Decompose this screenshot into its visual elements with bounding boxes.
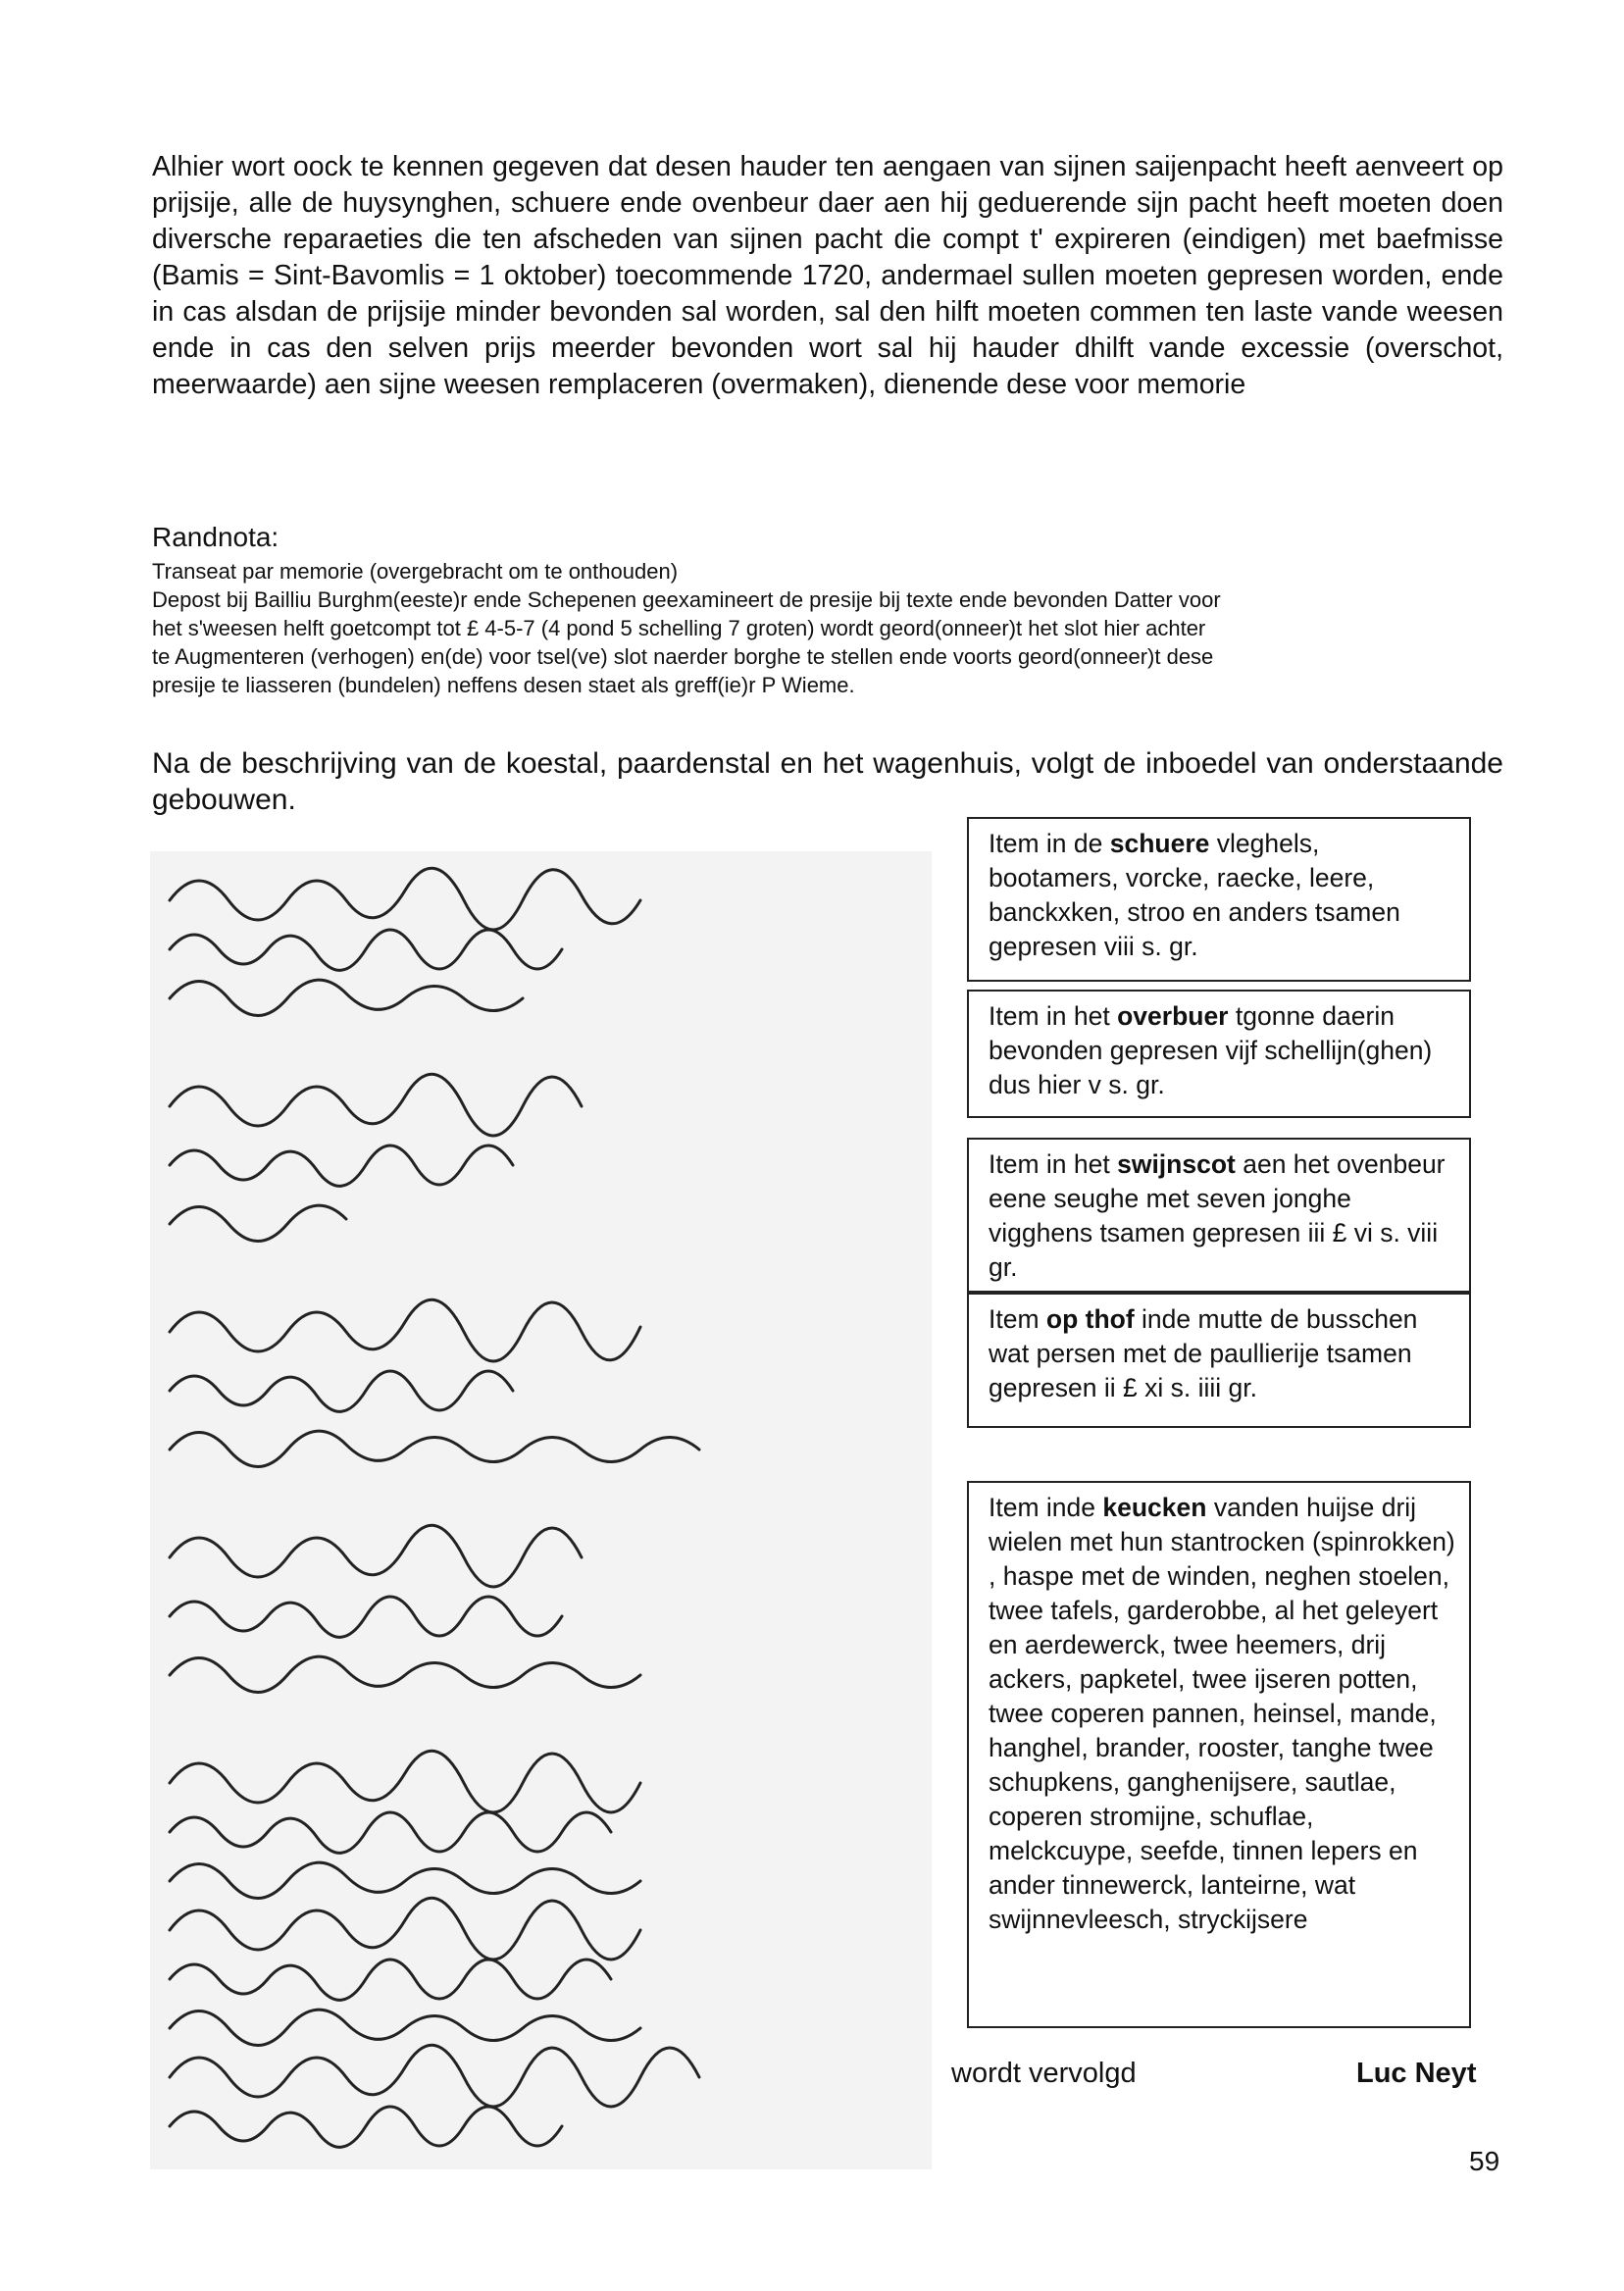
box-text: Item — [989, 1304, 1046, 1334]
item-box-schuere — [967, 817, 1471, 982]
item-box-overbuer — [967, 990, 1471, 1118]
author-name: Luc Neyt — [1356, 2058, 1477, 2089]
box-keyword: keucken — [1102, 1493, 1207, 1522]
item-box-swijnscot — [967, 1138, 1471, 1293]
manuscript-scan-image — [150, 851, 932, 2169]
item-box-op-thof — [967, 1293, 1471, 1428]
box-text: tgonne daerin bevonden gepresen vijf schellijn(ghen) dus hier v s. gr. — [989, 1001, 1433, 1099]
box-text: vleghels, bootamers, vorcke, raecke, leere, banckxken, stroo en anders tsamen gepresen viii s. gr. — [989, 829, 1400, 961]
box-text: inde mutte de busschen wat persen met de paullierije tsamen gepresen ii £ xi s. iiii gr. — [989, 1304, 1418, 1402]
randnota-line: het s'weesen helft goetcompt tot £ 4-5-7 (4 pond 5 schelling 7 groten) wordt geord(onneer)t het slot hier achter — [152, 616, 1206, 640]
box-text: Item in het — [989, 1001, 1118, 1031]
box-text: vanden huijse drij wielen met hun stantrocken (spinrokken) , haspe met de winden, neghen stoelen, twee tafels, garderobbe, al het geleyert en aerdewerck, twee heemers, drij ackers, papketel, twee ijseren potten, twee coperen pannen, heinsel, mande, hanghel, brander, rooster, tanghe twee schupkens, ganghenijsere, sautlae, coperen stromijne, schuflae, melckcuype, seefde, tinnen lepers en ander tinnewerck, lanteirne, wat swijnnevleesch, stryckijsere — [989, 1493, 1455, 1934]
randnota-title: Randnota: — [152, 522, 279, 552]
randnota-line: presije te liasseren (bundelen) neffens desen staet als greff(ie)r P Wieme. — [152, 673, 855, 697]
intro-paragraph: Alhier wort oock te kennen gegeven dat desen hauder ten aengaen van sijnen saijenpacht heeft aenveert op prijsije, alle de huysynghen, schuere ende ovenbeur daer aen hij geduerende sijn pacht heeft moeten doen diversche reparaeties die ten afscheden van sijnen pacht die compt t' expireren (eindigen) met baefmisse (Bamis = Sint-Bavomlis = 1 oktober) toecommende 1720, andermael sullen moeten gepresen worden, ende in cas alsdan de prijsije minder bevonden sal worden, sal den hilft moeten commen ten laste vande weesen ende in cas den selven prijs meerder bevonden wort sal hij hauder dhilft vande excessie (overschot, meerwaarde) aen sijne weesen remplaceren (overmaken), dienende dese voor memorie — [152, 151, 1503, 400]
box-keyword: overbuer — [1117, 1001, 1229, 1031]
page-number: 59 — [1469, 2146, 1500, 2176]
box-keyword: schuere — [1109, 829, 1210, 858]
lead-paragraph: Na de beschrijving van de koestal, paardenstal en het wagenhuis, volgt de inboedel van onderstaande gebouwen. — [152, 747, 1503, 816]
box-text: Item in het — [989, 1149, 1118, 1179]
box-keyword: op thof — [1045, 1304, 1135, 1334]
box-keyword: swijnscot — [1117, 1149, 1236, 1179]
continued-note: wordt vervolgd — [951, 2058, 1137, 2089]
randnota-text — [152, 557, 1505, 699]
box-text: Item inde — [989, 1493, 1103, 1522]
box-text: aen het ovenbeur eene seughe met seven jonghe vigghens tsamen gepresen iii £ vi s. viii gr. — [989, 1149, 1446, 1282]
item-box-keucken — [967, 1481, 1471, 2028]
randnota-line: te Augmenteren (verhogen) en(de) voor tsel(ve) slot naerder borghe te stellen ende voorts geord(onneer)t dese — [152, 644, 1214, 669]
randnota-line: Transeat par memorie (overgebracht om te onthouden) — [152, 559, 679, 584]
handwriting-scribbles — [150, 851, 932, 2169]
box-text: Item in de — [989, 829, 1110, 858]
randnota-line: Depost bij Bailliu Burghm(eeste)r ende Schepenen geexamineert de presije bij texte ende bevonden Datter voor — [152, 587, 1221, 612]
